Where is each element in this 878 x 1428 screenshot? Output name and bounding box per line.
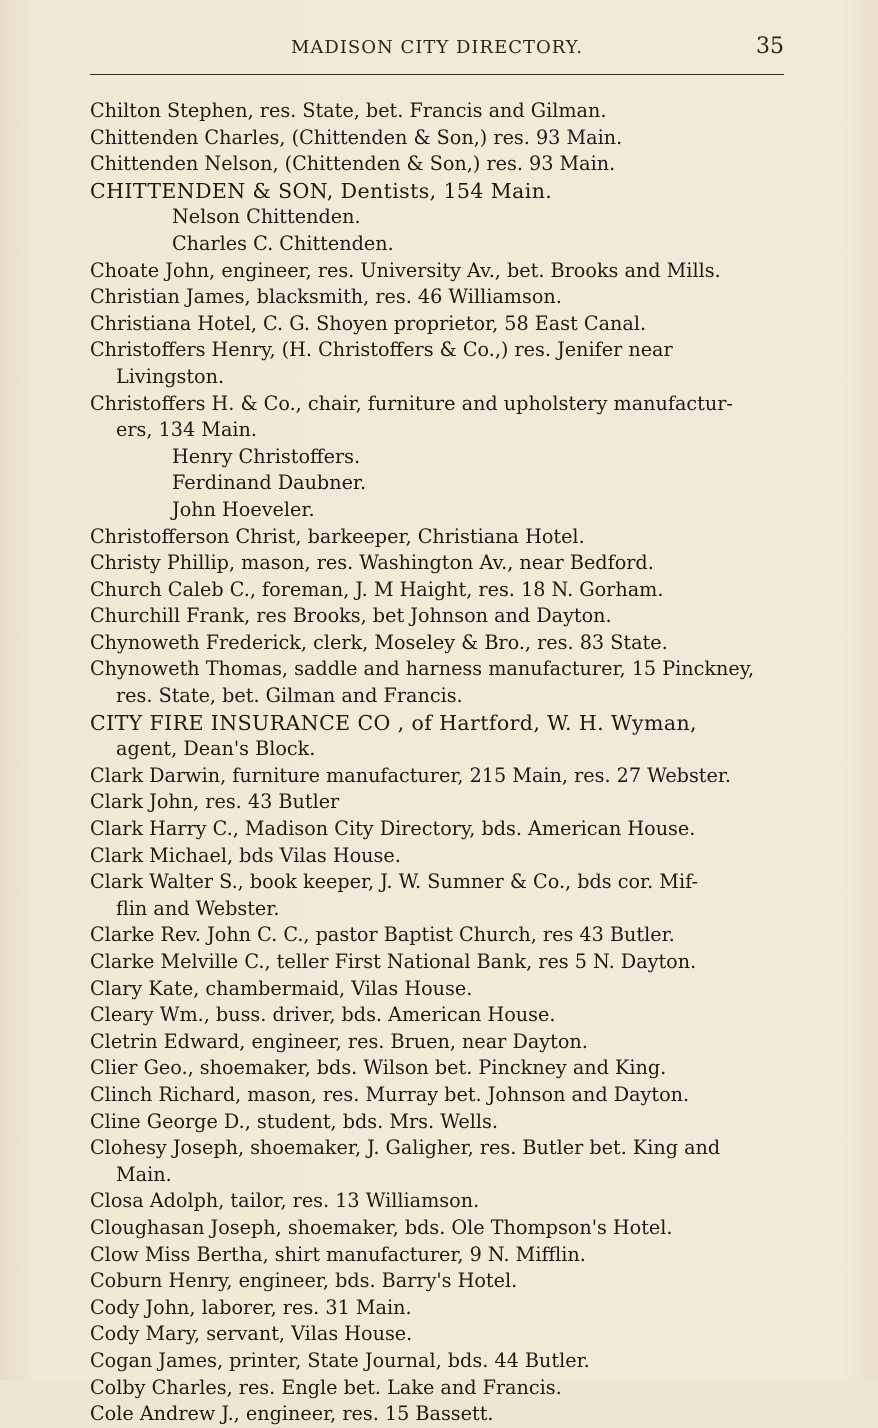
running-head: MADISON CITY DIRECTORY.: [290, 37, 584, 58]
firm-member: Charles C. Chittenden.: [172, 231, 394, 255]
directory-entry: Clohesy Joseph, shoemaker, J. Galigher, res. Butler bet. King and: [90, 1136, 721, 1160]
directory-entry: Clark Harry C., Madison City Directory, bds. American House.: [90, 817, 696, 841]
directory-entry: Christiana Hotel, C. G. Shoyen proprietor, 58 East Canal.: [90, 311, 647, 335]
firm-member: Henry Christoffers.: [172, 444, 361, 468]
directory-entry: Clark Darwin, furniture manufacturer, 215 Main, res. 27 Webster.: [90, 763, 732, 787]
directory-entry: Cline George D., student, bds. Mrs. Wells.: [90, 1109, 498, 1133]
directory-entry: Clarke Melville C., teller First National Bank, res 5 N. Dayton.: [90, 950, 697, 973]
firm-member: Nelson Chittenden.: [172, 205, 361, 229]
directory-entry: Christy Phillip, mason, res. Washington Av., near Bedford.: [90, 551, 654, 575]
firm-member: John Hoeveler.: [172, 497, 315, 521]
directory-entry: Coburn Henry, engineer, bds. Barry's Hotel.: [90, 1269, 518, 1293]
directory-entry: Closa Adolph, tailor, res. 13 Williamson.: [90, 1189, 480, 1213]
directory-entry: Choate John, engineer, res. University Av., bet. Brooks and Mills.: [90, 258, 721, 282]
entry-continuation: Livingston.: [116, 364, 225, 388]
directory-entry: Clary Kate, chambermaid, Vilas House.: [90, 976, 473, 1000]
directory-entry: Clarke Rev. John C. C., pastor Baptist Church, res 43 Butler.: [90, 923, 675, 947]
page-header: [90, 34, 784, 64]
directory-entry: Chynoweth Frederick, clerk, Moseley & Bro., res. 83 State.: [90, 630, 668, 654]
directory-entry: Colby Charles, res. Engle bet. Lake and Francis.: [90, 1375, 562, 1399]
firm-entry: CITY FIRE INSURANCE CO , of Hartford, W. H. Wyman,: [90, 710, 697, 735]
directory-entry: Clark John, res. 43 Butler: [90, 790, 340, 814]
directory-entry: Church Caleb C., foreman, J. M Haight, res. 18 N. Gorham.: [90, 577, 664, 601]
directory-entry: Churchill Frank, res Brooks, bet Johnson and Dayton.: [90, 604, 612, 628]
directory-entry: Cole Andrew J., engineer, res. 15 Bassett.: [90, 1402, 494, 1426]
directory-entry: Christoffers Henry, (H. Christoffers & Co.,) res. Jenifer near: [90, 338, 673, 362]
directory-entry: Chynoweth Thomas, saddle and harness manufacturer, 15 Pinckney,: [90, 657, 755, 681]
directory-entry: Chittenden Nelson, (Chittenden & Son,) res. 93 Main.: [90, 152, 616, 176]
directory-entry: Cody John, laborer, res. 31 Main.: [90, 1295, 412, 1319]
directory-entry: Christofferson Christ, barkeeper, Christiana Hotel.: [90, 524, 585, 548]
directory-entry: Christian James, blacksmith, res. 46 Williamson.: [90, 285, 562, 309]
header-rule: [90, 74, 784, 75]
directory-entry: Clark Michael, bds Vilas House.: [90, 843, 401, 867]
directory-entry: Chittenden Charles, (Chittenden & Son,) res. 93 Main.: [90, 125, 623, 149]
directory-entry: Clow Miss Bertha, shirt manufacturer, 9 N. Mifflin.: [90, 1242, 586, 1266]
page-number: 35: [756, 34, 784, 59]
entry-continuation: flin and Webster.: [116, 896, 280, 920]
directory-entry: Chilton Stephen, res. State, bet. Francis and Gilman.: [90, 99, 607, 122]
directory-entry: Cloughasan Joseph, shoemaker, bds. Ole Thompson's Hotel.: [90, 1215, 673, 1239]
directory-entry: Cletrin Edward, engineer, res. Bruen, near Dayton.: [90, 1029, 588, 1053]
entry-continuation: ers, 134 Main.: [116, 418, 257, 442]
directory-entry: Christoffers H. & Co., chair, furniture and upholstery manufactur-: [90, 391, 733, 415]
directory-entry: Cleary Wm., buss. driver, bds. American House.: [90, 1003, 556, 1027]
entry-continuation: res. State, bet. Gilman and Francis.: [116, 684, 463, 708]
directory-entry: Clinch Richard, mason, res. Murray bet. Johnson and Dayton.: [90, 1082, 690, 1106]
entry-continuation: agent, Dean's Block.: [116, 737, 316, 761]
entry-continuation: Main.: [116, 1162, 172, 1186]
directory-entry: Cogan James, printer, State Journal, bds. 44 Butler.: [90, 1348, 590, 1372]
directory-entry: Clark Walter S., book keeper, J. W. Sumner & Co., bds cor. Mif-: [90, 870, 698, 894]
directory-entry: Clier Geo., shoemaker, bds. Wilson bet. Pinckney and King.: [90, 1056, 667, 1080]
firm-member: Ferdinand Daubner.: [172, 471, 367, 495]
firm-entry: CHITTENDEN & SON, Dentists, 154 Main.: [90, 178, 553, 203]
directory-entry: Cody Mary, servant, Vilas House.: [90, 1322, 413, 1346]
directory-entries: [90, 98, 784, 1428]
